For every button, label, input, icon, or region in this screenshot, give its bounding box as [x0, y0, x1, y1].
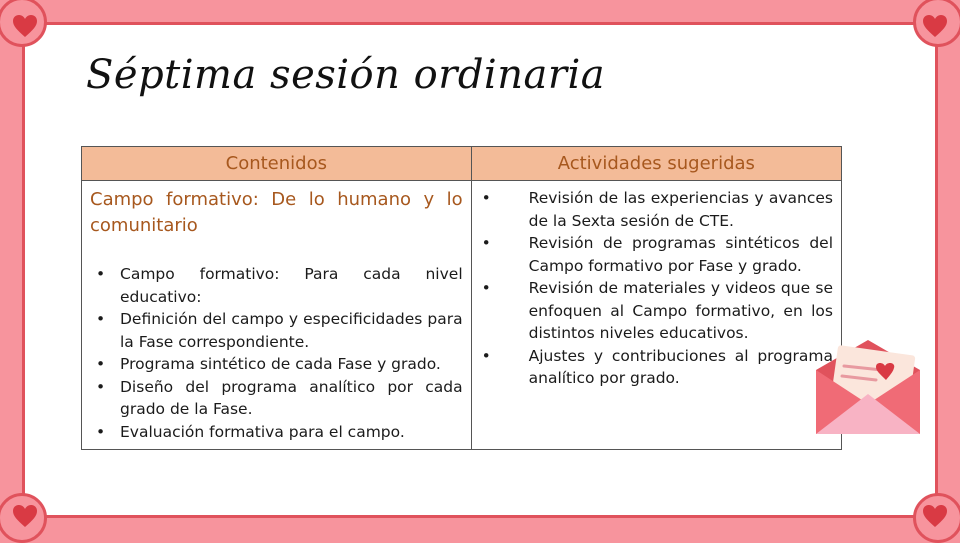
bullet: • [96, 310, 106, 328]
bullet: • [481, 234, 491, 252]
contenidos-cell [82, 181, 472, 450]
bullet: • [96, 422, 106, 441]
bullet: • [96, 355, 106, 373]
actividades-list [480, 187, 833, 390]
bullet: • [96, 265, 106, 283]
list-item: • Diseño del programa analítico por cada grado de la Fase. [96, 377, 463, 418]
campo-formativo-heading: Campo formativo: De lo humano y lo comunitario [90, 189, 463, 236]
header-actividades: Actividades sugeridas [471, 147, 841, 181]
list-item: • Revisión de las experiencias y avances de la Sexta sesión de CTE. [481, 189, 833, 230]
heart-icon [922, 504, 948, 528]
list-item: • Programa sintético de cada Fase y grado. [90, 353, 463, 376]
list-item: • Evaluación formativa para el campo. [90, 421, 463, 444]
list-item: • Revisión de materiales y videos que se enfoquen al Campo formativo, en los distintos niveles educativos. [481, 279, 833, 342]
list-item: • Definición del campo y especificidades para la Fase correspondiente. [96, 310, 463, 351]
table-header-row [82, 147, 842, 181]
contenidos-list [90, 263, 463, 443]
list-item: • Revisión de programas sintéticos del Campo formativo por Fase y grado. [481, 234, 833, 275]
header-contenidos: Contenidos [82, 147, 472, 181]
content-table [81, 146, 842, 450]
envelope-icon [812, 336, 924, 442]
heart-icon [12, 14, 38, 38]
bullet: • [481, 346, 491, 365]
list-item: • Ajustes y contribuciones al programa analítico por grado. [481, 346, 833, 387]
bullet: • [481, 279, 491, 297]
heart-icon [922, 14, 948, 38]
heart-icon [12, 504, 38, 528]
list-item: • Campo formativo: Para cada nivel educativo: [96, 265, 463, 306]
bullet: • [481, 189, 491, 207]
table-row [82, 181, 842, 450]
bullet: • [96, 377, 106, 396]
actividades-cell [471, 181, 841, 450]
slide-title: Séptima sesión ordinaria [86, 52, 606, 98]
